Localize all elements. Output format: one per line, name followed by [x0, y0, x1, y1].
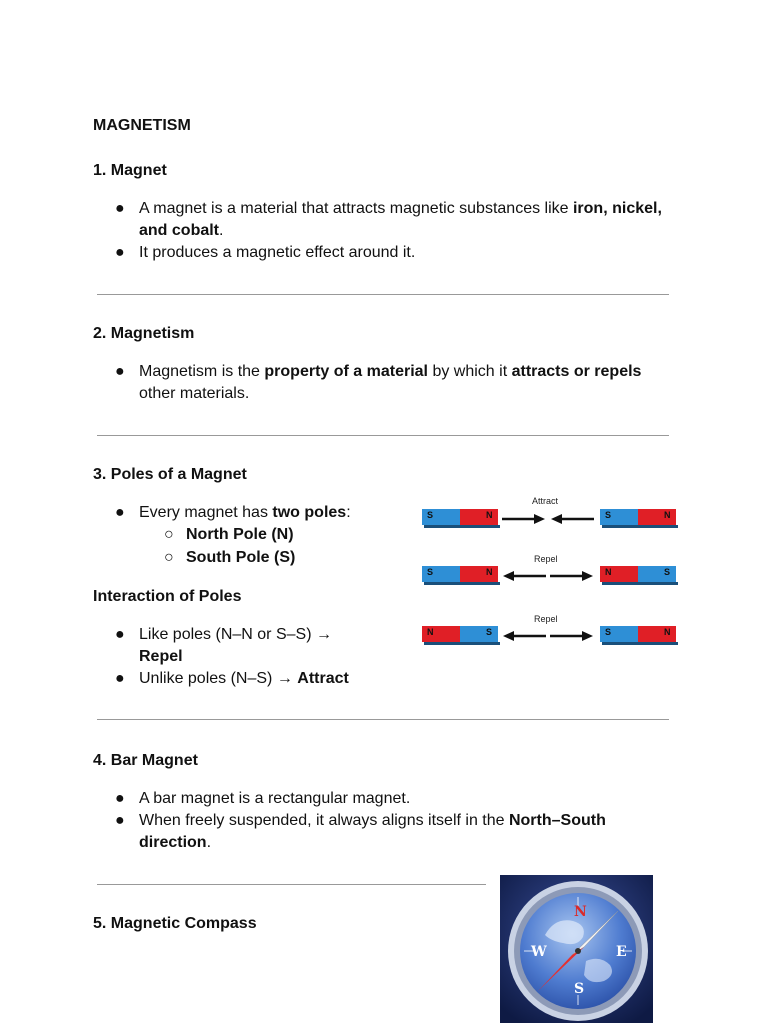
sub-list-item: ○ South Pole (S) — [186, 547, 295, 569]
attract-label: Attract — [532, 496, 559, 506]
divider — [97, 884, 486, 885]
arrow-right-icon — [550, 630, 594, 642]
section-heading-poles: 3. Poles of a Magnet — [93, 466, 247, 483]
subheading-interaction: Interaction of Poles — [93, 588, 242, 605]
section-heading-magnetism: 2. Magnetism — [93, 325, 195, 342]
bar-magnet: S N — [600, 626, 676, 644]
section-heading-bar-magnet: 4. Bar Magnet — [93, 752, 198, 769]
list-item: ● Like poles (N–N or S–S) → Repel — [115, 626, 332, 665]
divider — [97, 435, 669, 436]
bullet: ● — [115, 812, 125, 829]
section-heading-compass: 5. Magnetic Compass — [93, 915, 257, 932]
bar-magnet: S N — [422, 509, 498, 527]
bar-magnet: S N — [422, 566, 498, 584]
compass-west-label: W — [531, 944, 547, 960]
bar-magnet: N S — [422, 626, 498, 644]
compass-icon — [500, 875, 653, 1023]
list-item: ● Magnetism is the property of a material by which it attracts or repels other materials. — [115, 363, 642, 402]
bullet: ● — [115, 363, 125, 380]
sub-bullet: ○ — [164, 549, 174, 566]
bullet: ● — [115, 504, 125, 521]
compass-north-label: N — [574, 904, 587, 920]
list-item: ● Every magnet has two poles: — [139, 502, 399, 524]
arrow-left-icon — [550, 513, 594, 525]
divider — [97, 719, 669, 720]
bullet: ● — [115, 626, 125, 643]
bullet: ● — [115, 670, 125, 687]
list-item: ● It produces a magnetic effect around it. — [139, 242, 679, 264]
repel-label: Repel — [534, 554, 558, 564]
list-item: ● When freely suspended, it always aligns itself in the North–South direction. — [115, 812, 606, 851]
arrow-right-icon — [502, 513, 546, 525]
repel-label: Repel — [534, 614, 558, 624]
bullet: ● — [115, 244, 125, 261]
arrow-right-icon — [550, 570, 594, 582]
sub-list-item: ○ North Pole (N) — [186, 524, 294, 546]
compass-south-label: S — [574, 981, 585, 997]
bar-magnet: S N — [600, 509, 676, 527]
compass-east-label: E — [616, 944, 627, 960]
page-title: MAGNETISM — [93, 117, 191, 134]
bullet: ● — [115, 200, 125, 217]
list-item: ● Unlike poles (N–S) → Attract — [139, 668, 399, 690]
list-item: ● A magnet is a material that attracts magnetic substances like iron, nickel, and cobalt. — [115, 200, 662, 239]
arrow-left-icon — [502, 570, 546, 582]
arrow-left-icon — [502, 630, 546, 642]
pole-interaction-diagram — [420, 494, 680, 654]
divider — [97, 294, 669, 295]
section-heading-magnet: 1. Magnet — [93, 162, 167, 179]
sub-bullet: ○ — [164, 526, 174, 543]
bar-magnet: N S — [600, 566, 676, 584]
bullet: ● — [115, 790, 125, 807]
list-item: ● A bar magnet is a rectangular magnet. — [139, 788, 679, 810]
